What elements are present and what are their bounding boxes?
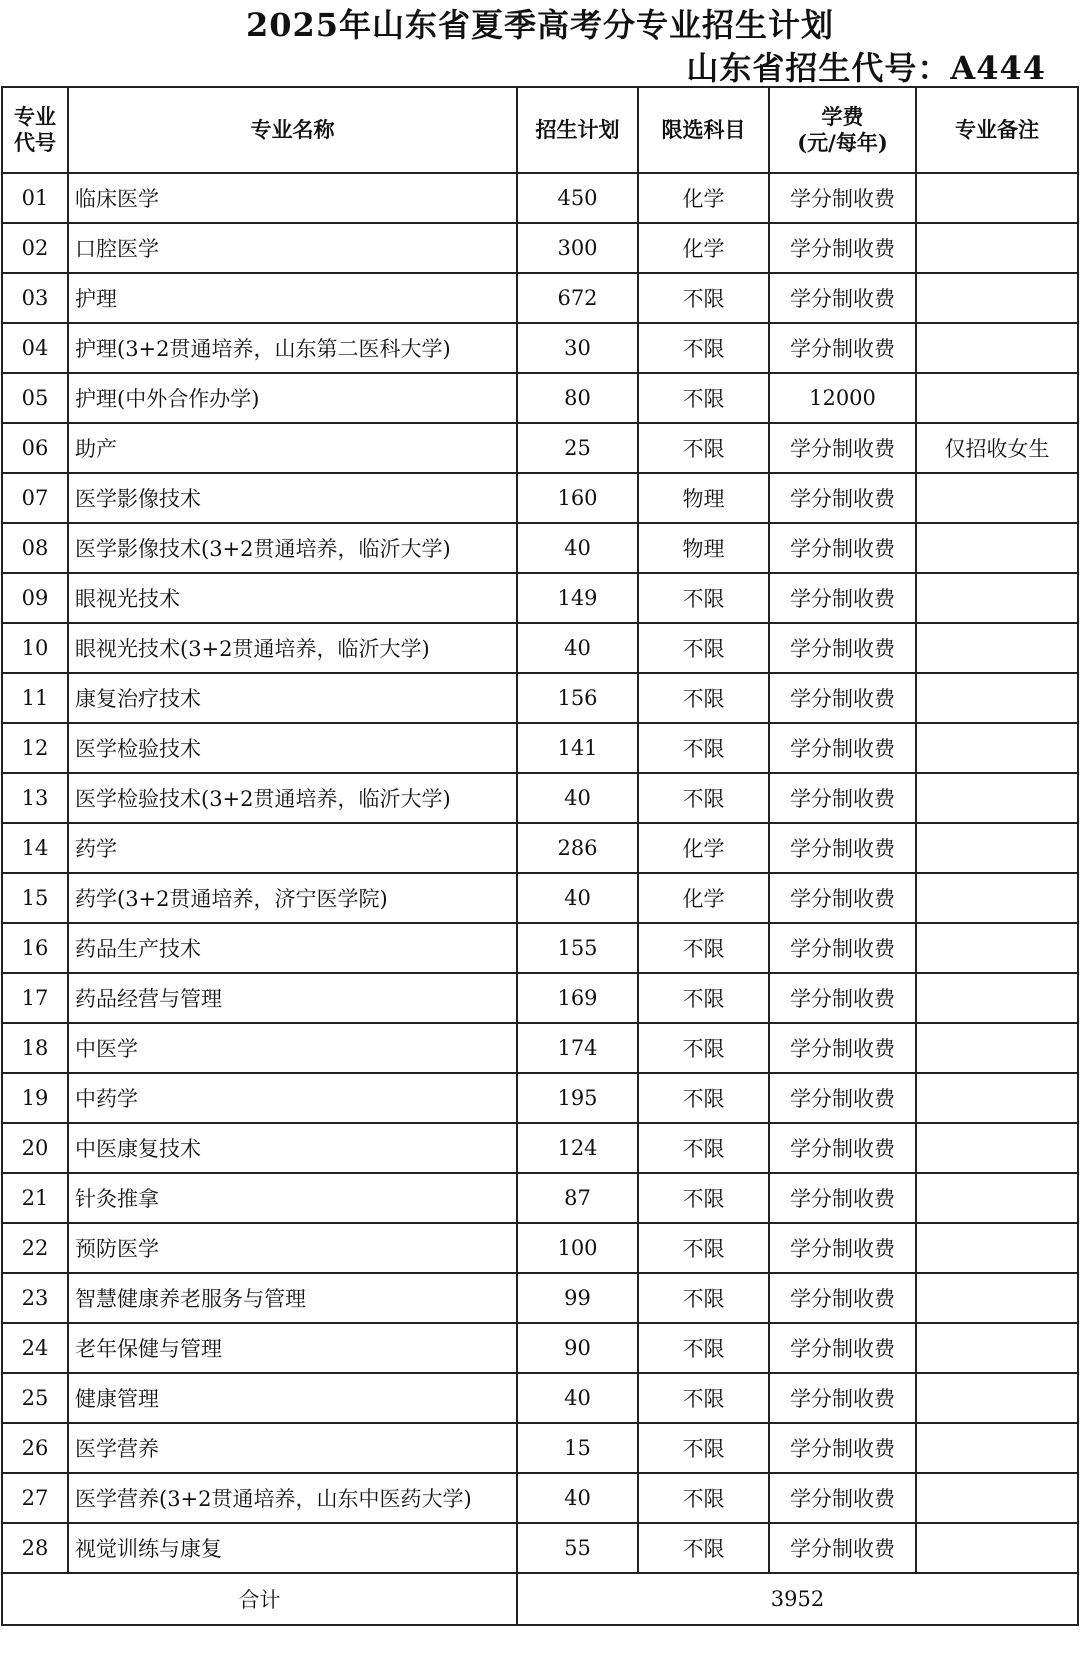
- cell-code: 04: [2, 323, 68, 373]
- cell-note: [916, 223, 1078, 273]
- table-row: [2, 1423, 1078, 1473]
- cell-note: [916, 573, 1078, 623]
- cell-plan: 672: [517, 273, 638, 323]
- cell-subject: 不限: [638, 1073, 769, 1123]
- cell-subject: 不限: [638, 1323, 769, 1373]
- cell-note: [916, 1473, 1078, 1523]
- cell-name: 药学: [68, 823, 517, 873]
- cell-plan: 40: [517, 1473, 638, 1523]
- cell-plan: 15: [517, 1423, 638, 1473]
- cell-plan: 80: [517, 373, 638, 423]
- table-row: [2, 273, 1078, 323]
- cell-name: 中医康复技术: [68, 1123, 517, 1173]
- cell-fee: 学分制收费: [769, 1223, 916, 1273]
- table-header-row: [2, 87, 1078, 173]
- cell-fee: 学分制收费: [769, 823, 916, 873]
- cell-note: [916, 273, 1078, 323]
- cell-plan: 40: [517, 623, 638, 673]
- header-fee: [769, 87, 916, 173]
- cell-subject: 不限: [638, 1023, 769, 1073]
- cell-name: 医学检验技术(3+2贯通培养，临沂大学): [68, 773, 517, 823]
- cell-note: [916, 1023, 1078, 1073]
- cell-code: 05: [2, 373, 68, 423]
- cell-subject: 不限: [638, 623, 769, 673]
- cell-subject: 物理: [638, 473, 769, 523]
- cell-note: [916, 173, 1078, 223]
- cell-code: 16: [2, 923, 68, 973]
- cell-plan: 156: [517, 673, 638, 723]
- cell-name: 护理: [68, 273, 517, 323]
- cell-code: 22: [2, 1223, 68, 1273]
- cell-name: 老年保健与管理: [68, 1323, 517, 1373]
- cell-code: 03: [2, 273, 68, 323]
- cell-fee: 学分制收费: [769, 1423, 916, 1473]
- cell-subject: 化学: [638, 873, 769, 923]
- table-row: [2, 973, 1078, 1023]
- cell-name: 智慧健康养老服务与管理: [68, 1273, 517, 1323]
- table-row: [2, 423, 1078, 473]
- cell-fee: 学分制收费: [769, 723, 916, 773]
- cell-plan: 124: [517, 1123, 638, 1173]
- cell-name: 医学营养: [68, 1423, 517, 1473]
- header-plan: 招生计划: [517, 87, 638, 173]
- cell-note: [916, 823, 1078, 873]
- cell-code: 08: [2, 523, 68, 573]
- table-row: [2, 573, 1078, 623]
- cell-fee: 学分制收费: [769, 323, 916, 373]
- cell-name: 中医学: [68, 1023, 517, 1073]
- cell-note: [916, 773, 1078, 823]
- cell-fee: 学分制收费: [769, 273, 916, 323]
- cell-name: 预防医学: [68, 1223, 517, 1273]
- cell-code: 17: [2, 973, 68, 1023]
- table-row: [2, 623, 1078, 673]
- table-row: [2, 1323, 1078, 1373]
- table-row: [2, 773, 1078, 823]
- cell-subject: 化学: [638, 823, 769, 873]
- cell-name: 护理(3+2贯通培养，山东第二医科大学): [68, 323, 517, 373]
- table-row: [2, 523, 1078, 573]
- cell-name: 中药学: [68, 1073, 517, 1123]
- cell-note: [916, 373, 1078, 423]
- cell-subject: 不限: [638, 373, 769, 423]
- cell-subject: 不限: [638, 323, 769, 373]
- cell-note: [916, 1223, 1078, 1273]
- cell-code: 21: [2, 1173, 68, 1223]
- cell-note: [916, 473, 1078, 523]
- cell-fee: 学分制收费: [769, 523, 916, 573]
- cell-name: 视觉训练与康复: [68, 1523, 517, 1573]
- cell-note: [916, 1423, 1078, 1473]
- cell-subject: 化学: [638, 173, 769, 223]
- cell-name: 康复治疗技术: [68, 673, 517, 723]
- cell-name: 眼视光技术: [68, 573, 517, 623]
- cell-plan: 195: [517, 1073, 638, 1123]
- cell-subject: 不限: [638, 1373, 769, 1423]
- cell-name: 药品生产技术: [68, 923, 517, 973]
- table-body: [2, 173, 1078, 1573]
- cell-subject: 不限: [638, 1223, 769, 1273]
- cell-name: 医学影像技术: [68, 473, 517, 523]
- cell-code: 06: [2, 423, 68, 473]
- cell-fee: 学分制收费: [769, 423, 916, 473]
- table-row: [2, 1023, 1078, 1073]
- cell-code: 13: [2, 773, 68, 823]
- header-fee-line2: (元/每年): [797, 130, 888, 155]
- table-row: [2, 323, 1078, 373]
- cell-plan: 90: [517, 1323, 638, 1373]
- cell-plan: 450: [517, 173, 638, 223]
- cell-code: 25: [2, 1373, 68, 1423]
- school-code: 山东省招生代号：A444: [686, 49, 1046, 87]
- page-title: 2025年山东省夏季高考分专业招生计划: [245, 6, 835, 44]
- cell-note: [916, 523, 1078, 573]
- cell-plan: 169: [517, 973, 638, 1023]
- cell-plan: 174: [517, 1023, 638, 1073]
- cell-name: 眼视光技术(3+2贯通培养，临沂大学): [68, 623, 517, 673]
- cell-fee: 学分制收费: [769, 673, 916, 723]
- cell-name: 药学(3+2贯通培养，济宁医学院): [68, 873, 517, 923]
- cell-name: 临床医学: [68, 173, 517, 223]
- table-row: [2, 823, 1078, 873]
- cell-plan: 100: [517, 1223, 638, 1273]
- cell-code: 24: [2, 1323, 68, 1373]
- cell-plan: 99: [517, 1273, 638, 1323]
- cell-note: [916, 1373, 1078, 1423]
- cell-note: [916, 1123, 1078, 1173]
- cell-fee: 学分制收费: [769, 623, 916, 673]
- table-row: [2, 1373, 1078, 1423]
- cell-plan: 286: [517, 823, 638, 873]
- table-row: [2, 1523, 1078, 1573]
- cell-fee: 学分制收费: [769, 1073, 916, 1123]
- cell-code: 07: [2, 473, 68, 523]
- cell-fee: 学分制收费: [769, 1373, 916, 1423]
- cell-subject: 不限: [638, 673, 769, 723]
- cell-code: 14: [2, 823, 68, 873]
- cell-note: [916, 923, 1078, 973]
- cell-code: 18: [2, 1023, 68, 1073]
- cell-code: 27: [2, 1473, 68, 1523]
- cell-fee: 学分制收费: [769, 873, 916, 923]
- table-row: [2, 473, 1078, 523]
- cell-plan: 87: [517, 1173, 638, 1223]
- cell-subject: 不限: [638, 1173, 769, 1223]
- cell-code: 02: [2, 223, 68, 273]
- cell-code: 19: [2, 1073, 68, 1123]
- cell-note: [916, 323, 1078, 373]
- table-row: [2, 673, 1078, 723]
- total-value: 3952: [517, 1573, 1078, 1625]
- cell-subject: 不限: [638, 723, 769, 773]
- cell-subject: 化学: [638, 223, 769, 273]
- cell-name: 药品经营与管理: [68, 973, 517, 1023]
- header-fee-line1: 学费: [821, 104, 864, 129]
- cell-fee: 学分制收费: [769, 973, 916, 1023]
- cell-subject: 不限: [638, 1273, 769, 1323]
- cell-fee: 学分制收费: [769, 773, 916, 823]
- cell-code: 28: [2, 1523, 68, 1573]
- cell-note: [916, 723, 1078, 773]
- table-row: [2, 1273, 1078, 1323]
- cell-code: 20: [2, 1123, 68, 1173]
- cell-code: 23: [2, 1273, 68, 1323]
- header-note: 专业备注: [916, 87, 1078, 173]
- cell-note: [916, 973, 1078, 1023]
- total-label: 合计: [2, 1573, 517, 1625]
- cell-subject: 不限: [638, 573, 769, 623]
- cell-fee: 学分制收费: [769, 573, 916, 623]
- cell-plan: 25: [517, 423, 638, 473]
- cell-fee: 学分制收费: [769, 1023, 916, 1073]
- table-row: [2, 923, 1078, 973]
- cell-fee: 学分制收费: [769, 473, 916, 523]
- cell-subject: 不限: [638, 1473, 769, 1523]
- cell-fee: 学分制收费: [769, 1123, 916, 1173]
- cell-fee: 学分制收费: [769, 223, 916, 273]
- cell-note: [916, 1273, 1078, 1323]
- cell-name: 健康管理: [68, 1373, 517, 1423]
- cell-note: [916, 1173, 1078, 1223]
- total-row: [2, 1573, 1078, 1625]
- cell-note: 仅招收女生: [916, 423, 1078, 473]
- cell-fee: 学分制收费: [769, 1173, 916, 1223]
- cell-plan: 300: [517, 223, 638, 273]
- cell-code: 26: [2, 1423, 68, 1473]
- enrollment-plan-table: [1, 86, 1079, 1626]
- cell-fee: 学分制收费: [769, 923, 916, 973]
- cell-note: [916, 1323, 1078, 1373]
- header-name: 专业名称: [68, 87, 517, 173]
- cell-note: [916, 1073, 1078, 1123]
- table-row: [2, 173, 1078, 223]
- cell-code: 12: [2, 723, 68, 773]
- cell-name: 医学营养(3+2贯通培养，山东中医药大学): [68, 1473, 517, 1523]
- table-row: [2, 373, 1078, 423]
- cell-fee: 学分制收费: [769, 1323, 916, 1373]
- cell-name: 医学检验技术: [68, 723, 517, 773]
- cell-fee: 学分制收费: [769, 173, 916, 223]
- cell-plan: 30: [517, 323, 638, 373]
- table-row: [2, 223, 1078, 273]
- header-subject: 限选科目: [638, 87, 769, 173]
- cell-note: [916, 873, 1078, 923]
- header-code-line1: 专业: [14, 104, 56, 129]
- cell-fee: 学分制收费: [769, 1273, 916, 1323]
- cell-name: 护理(中外合作办学): [68, 373, 517, 423]
- cell-subject: 不限: [638, 273, 769, 323]
- cell-name: 医学影像技术(3+2贯通培养，临沂大学): [68, 523, 517, 573]
- cell-plan: 141: [517, 723, 638, 773]
- cell-subject: 不限: [638, 973, 769, 1023]
- cell-subject: 物理: [638, 523, 769, 573]
- cell-subject: 不限: [638, 1123, 769, 1173]
- cell-code: 09: [2, 573, 68, 623]
- cell-subject: 不限: [638, 923, 769, 973]
- cell-plan: 160: [517, 473, 638, 523]
- cell-plan: 40: [517, 1373, 638, 1423]
- cell-subject: 不限: [638, 1523, 769, 1573]
- table-row: [2, 1073, 1078, 1123]
- cell-code: 15: [2, 873, 68, 923]
- cell-code: 01: [2, 173, 68, 223]
- cell-code: 10: [2, 623, 68, 673]
- cell-name: 针灸推拿: [68, 1173, 517, 1223]
- cell-name: 助产: [68, 423, 517, 473]
- cell-plan: 40: [517, 523, 638, 573]
- cell-subject: 不限: [638, 773, 769, 823]
- cell-note: [916, 1523, 1078, 1573]
- cell-plan: 55: [517, 1523, 638, 1573]
- header-code: [2, 87, 68, 173]
- table-row: [2, 1173, 1078, 1223]
- cell-code: 11: [2, 673, 68, 723]
- cell-plan: 149: [517, 573, 638, 623]
- cell-plan: 40: [517, 773, 638, 823]
- cell-plan: 40: [517, 873, 638, 923]
- cell-fee: 12000: [769, 373, 916, 423]
- cell-fee: 学分制收费: [769, 1523, 916, 1573]
- cell-note: [916, 673, 1078, 723]
- header-code-line2: 代号: [14, 130, 56, 155]
- cell-fee: 学分制收费: [769, 1473, 916, 1523]
- table-row: [2, 873, 1078, 923]
- cell-subject: 不限: [638, 423, 769, 473]
- table-row: [2, 1223, 1078, 1273]
- cell-note: [916, 623, 1078, 673]
- table-row: [2, 723, 1078, 773]
- table-row: [2, 1473, 1078, 1523]
- table-row: [2, 1123, 1078, 1173]
- cell-name: 口腔医学: [68, 223, 517, 273]
- cell-plan: 155: [517, 923, 638, 973]
- cell-subject: 不限: [638, 1423, 769, 1473]
